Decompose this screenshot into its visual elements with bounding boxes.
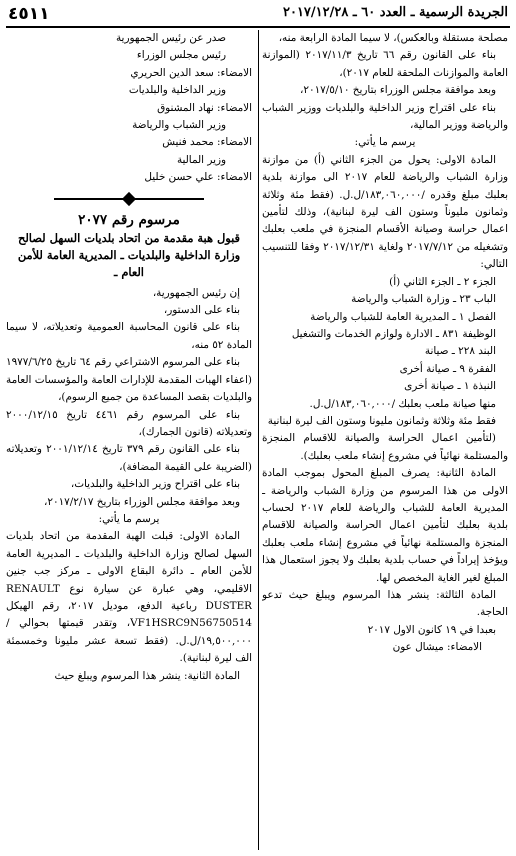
- header-rule: [6, 26, 510, 28]
- column-divider: [258, 30, 259, 850]
- signature-line: الامضاء: علي حسن خليل: [144, 171, 252, 184]
- paragraph: المادة الاولى: قبلت الهبة المقدمة من اتحاد بلديات السهل لصالح وزارة الداخلية والبلديات ـ المديرية العامة للأمن العام ـ دائرة البقاع الاولى ـ مركز جب جنين الاقليمي، وهي عبارة عن سيارة نوع RENAULT DUSTER رباعية الدفع، موديل ٢٠١٧، رقم الهيكل VF1HSRC9N56750514، وتقدر قيمتها بحوالي /١٩,٥٠٠,٠٠٠/ل.ل. (فقط تسعة عشر مليونا وخمسمئة الف ليرة لبنانية).: [6, 530, 252, 665]
- paragraph: المادة الثانية: ينشر هذا المرسوم ويبلغ حيث: [54, 669, 240, 682]
- paragraph: وبعد موافقة مجلس الوزراء بتاريخ ٢٠١٧/٥/١٠،: [300, 84, 496, 97]
- paragraph: وبعد موافقة مجلس الوزراء بتاريخ ٢٠١٧/٢/١٧،: [44, 495, 240, 508]
- paragraph: بعبدا في ١٩ كانون الاول ٢٠١٧: [367, 623, 496, 636]
- signature-line: وزير الشباب والرياضة: [132, 119, 226, 132]
- paragraph: (لتأمين اعمال الحراسة والصيانة للاقسام المنجزة والمستلمة نهائياً في مشروع إنشاء ملعب بعلبك).: [262, 432, 508, 462]
- paragraph: الفصل ١ ـ المديرية العامة للشباب والرياضة: [310, 310, 496, 323]
- paragraph: المادة الثالثة: ينشر هذا المرسوم ويبلغ حيث تدعو الحاجة.: [262, 589, 508, 619]
- right-column: [262, 30, 508, 854]
- paragraph: بناء على قانون المحاسبة العمومية وتعديلاته، لا سيما المادة ٥٢ منه،: [6, 321, 252, 351]
- signature-line: صدر عن رئيس الجمهورية: [115, 32, 226, 44]
- left-column: [6, 30, 252, 854]
- paragraph: الامضاء: ميشال عون: [392, 641, 482, 654]
- signature-line: وزير الداخلية والبلديات: [128, 84, 226, 97]
- paragraph: يرسم ما يأتي:: [98, 512, 160, 525]
- paragraph: الباب ٢٣ ـ وزارة الشباب والرياضة: [351, 293, 496, 306]
- paragraph: بناء على اقتراح وزير الداخلية والبلديات،: [70, 478, 240, 491]
- signature-line: رئيس مجلس الوزراء: [136, 49, 226, 62]
- gazette-title: الجريدة الرسمية ـ العدد ٦٠ ـ ٢٠١٧/١٢/٢٨: [282, 5, 508, 20]
- paragraph: منها صيانة ملعب بعلبك /١٨٣,٠٦٠,٠٠٠/ل.ل.: [309, 397, 496, 410]
- decree-body: [6, 285, 252, 685]
- paragraph: الوظيفة ٨٣١ ـ الادارة ولوازم الخدمات والتشغيل: [291, 327, 496, 340]
- signature-line: الامضاء: سعد الدين الحريري: [130, 66, 252, 79]
- paragraph: إن رئيس الجمهورية،: [152, 286, 240, 299]
- paragraph: الفقرة ٩ ـ صيانة أخرى: [399, 362, 496, 375]
- paragraph: البند ٢٢٨ ـ صيانة: [424, 345, 496, 358]
- paragraph: المادة الثانية: يصرف المبلغ المحول بموجب المادة الاولى من هذا المرسوم من وزارة الشباب والرياضة ـ المديرية العامة للشباب والرياضة للعام ٢٠١٧ لحساب بلدية بعلبك لتأمين اعمال الحراسة والصيانة للاقسام المنجزة والمستلمة نهائياً في مشروع إنشاء ملعب بعلبك ويؤخذ إيراداً في حساب بلدية بعلبك ولا يجوز استعمال هذا المبلغ لغير الغاية المخصص لها.: [262, 467, 508, 584]
- paragraph: بناء على الدستور،: [163, 304, 240, 317]
- paragraph: بناء على القانون رقم ٦٦ تاريخ ٢٠١٧/١١/٣ (الموازنة العامة والموازنات الملحقة للعام ٢٠١٧)،: [262, 49, 508, 79]
- paragraph: مصلحة مستقلة وبالعكس)، لا سيما المادة الرابعة منه،: [278, 32, 508, 44]
- paragraph: بناء على المرسوم رقم ٤٤٦١ تاريخ ٢٠٠٠/١٢/١٥ وتعديلاته (قانون الجمارك)،: [6, 408, 252, 438]
- ornament-divider: [6, 191, 252, 207]
- signature-line: الامضاء: محمد فنيش: [162, 136, 252, 149]
- decree-title: مرسوم رقم ٢٠٧٧: [78, 211, 180, 228]
- paragraph: الجزء ٢ ـ الجزء الثاني (أ): [389, 275, 496, 288]
- paragraph: المادة الاولى: يحول من الجزء الثاني (أ) من موازنة وزارة الشباب والرياضة للعام ٢٠١٧ الى موازنة بلدية بعلبك مبلغ وقدره /١٨٣,٠٦٠,٠٠٠/ل.ل. (فقط مئة وثلاثة وثمانون مليوناً وستون الف ليرة لبنانية)، وذلك لتأمين اعمال حراسة وصيانة الأقسام المنجزة في ملعب بعلبك وتشغيله من ٢٠١٧/٧/١٢ ولغاية ٢٠١٧/١٢/٣١ وفقا للتنسيب التالي:: [262, 153, 508, 271]
- paragraph: بناء على القانون رقم ٣٧٩ تاريخ ٢٠٠١/١٢/١٤ وتعديلاته (الضريبة على القيمة المضافة)،: [6, 443, 252, 473]
- signature-block: [6, 30, 252, 187]
- paragraph: بناء على اقتراح وزير الداخلية والبلديات ووزير الشباب والرياضة ووزير المالية،: [262, 101, 508, 132]
- signature-line: وزير المالية: [176, 153, 226, 166]
- page-header: [6, 4, 510, 24]
- paragraph: فقط مئة وثلاثة وثمانون مليونا وستون الف ليرة لبنانية: [267, 414, 496, 427]
- decree-subtitle: قبول هبة مقدمة من اتحاد بلديات السهل لصالح وزارة الداخلية والبلديات ـ المديرية العامة للأمن العام ـ: [17, 230, 241, 279]
- page-number: ٤٥١١: [8, 4, 50, 24]
- paragraph: النبذة ١ ـ صيانة أخرى: [404, 380, 496, 393]
- paragraph: بناء على المرسوم الاشتراعي رقم ٦٤ تاريخ ١٩٧٧/٦/٢٥ (اعفاء الهبات المقدمة للإدارات العامة والمؤسسات العامة والبلديات بقصد المساعدة من جميع الرسوم)،: [6, 356, 252, 404]
- paragraph: يرسم ما يأتي:: [354, 136, 416, 149]
- signature-line: الامضاء: نهاد المشنوق: [157, 101, 252, 114]
